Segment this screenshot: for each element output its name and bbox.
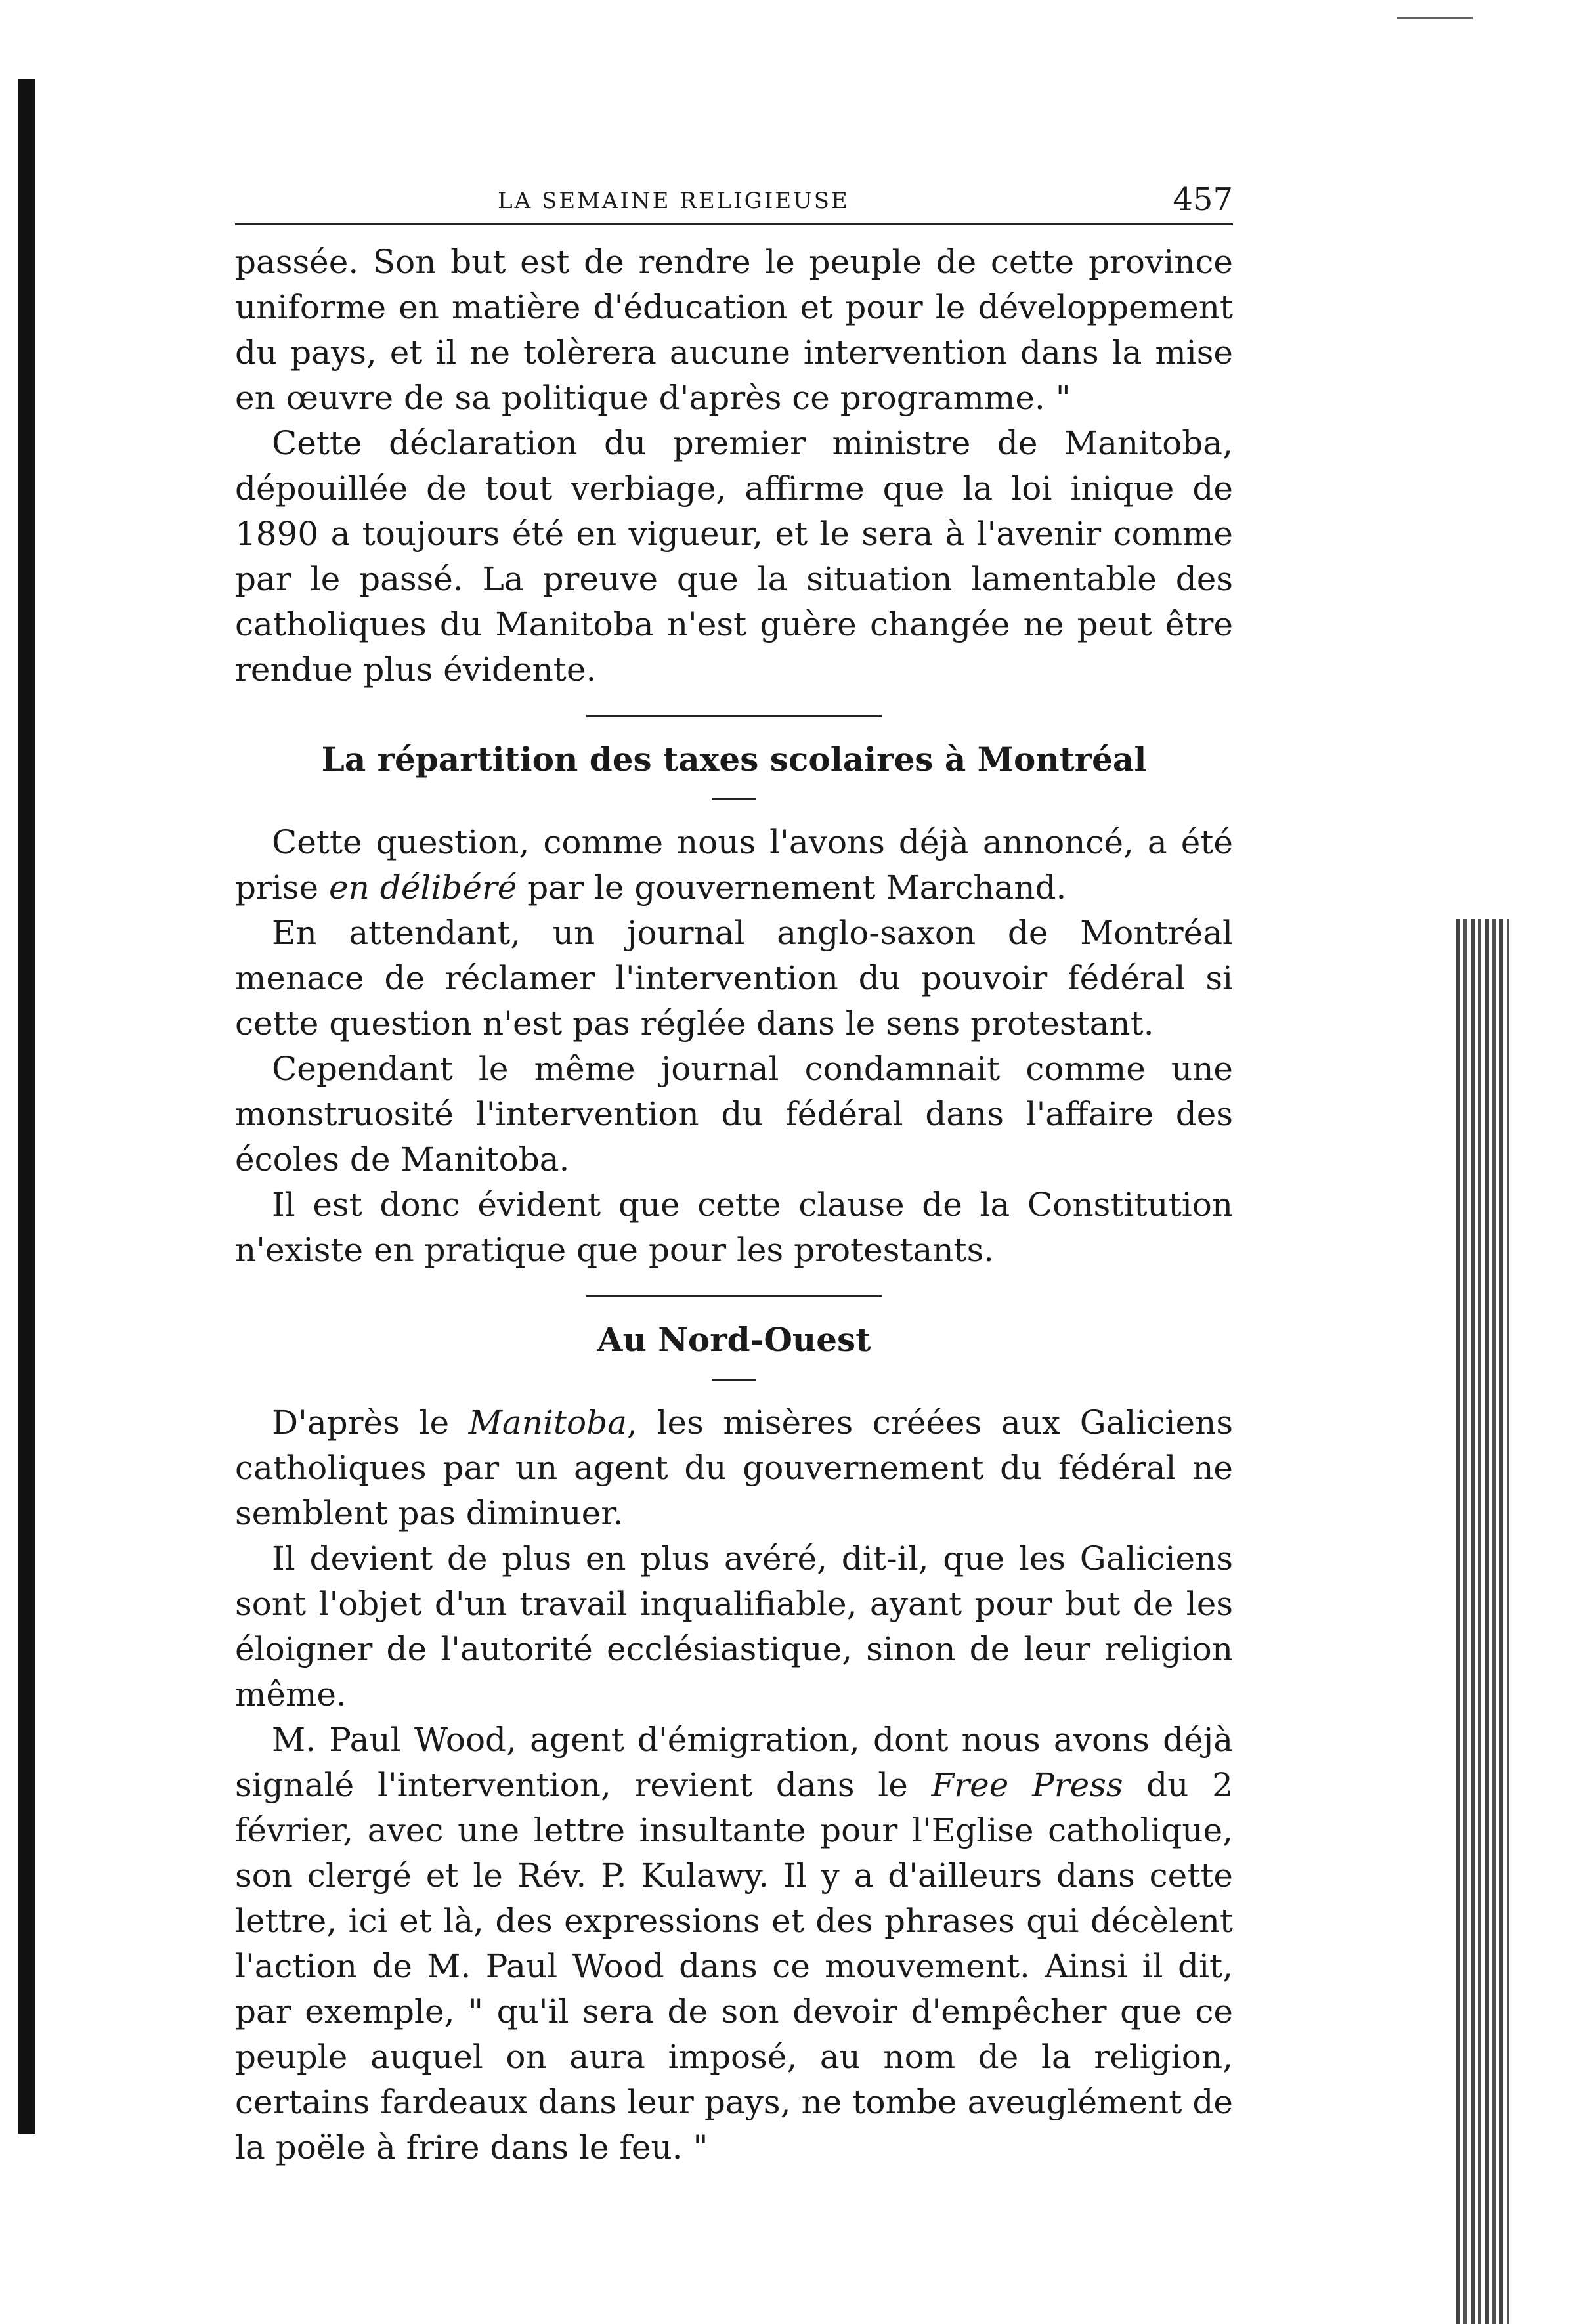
- text-run: D'après le: [272, 1404, 469, 1442]
- paragraph: Il devient de plus en plus avéré, dit-il, que les Galiciens sont l'objet d'un travail inqualifiable, ayant pour but de les éloigner de l'autorité ecclésiastique, sinon de leur religion même.: [235, 1539, 1233, 1713]
- scan-left-edge: [18, 79, 35, 2134]
- text-run: M. Paul Wood, agent d'émigration, dont nous avons déjà signalé l'intervention, revient dans le: [235, 1721, 1233, 1804]
- text-run: du 2 février, avec une lettre insultante pour l'Eglise catholique, son clergé et le Rév. P. Kulawy. Il y a d'ailleurs dans cette lettre, ici et là, des expressions et des phrases qui décèlent l'action de M. Paul Wood dans ce mouvement. Ainsi il dit, par exemple, " qu'il sera de son devoir d'empêcher que ce peuple auquel on aura imposé, au nom de la religion, certains fardeaux dans leur pays, ne tombe aveuglément de la poële à frire dans le feu. ": [235, 1766, 1233, 2166]
- heading-dash: [712, 798, 756, 800]
- section-rule: [586, 715, 882, 717]
- heading-dash: [712, 1379, 756, 1381]
- paragraph: Cette déclaration du premier ministre de Manitoba, dépouillée de tout verbiage, affirme que la loi inique de 1890 a toujours été en vigueur, et le sera à l'avenir comme par le passé. La preuve que la situation lamentable des catholiques du Manitoba n'est guère changée ne peut être rendue plus évidente.: [235, 424, 1233, 689]
- paragraph: Il est donc évident que cette clause de la Constitution n'existe en pratique que pour les protestants.: [235, 1186, 1233, 1269]
- text-run: , les misères créées aux Galiciens catholiques par un agent du gouvernement du fédéral ne semblent pas diminuer.: [235, 1404, 1233, 1532]
- paragraph: passée. Son but est de rendre le peuple de cette province uniforme en matière d'éducation et pour le développement du pays, et il ne tolèrera aucune intervention dans la mise en œuvre de sa politique d'après ce programme. ": [235, 243, 1233, 417]
- text-run: Cette question, comme nous l'avons déjà annoncé, a été prise: [235, 823, 1233, 907]
- scan-right-edge: [1456, 919, 1509, 2324]
- paragraph: Cependant le même journal condamnait comme une monstruosité l'intervention du fédéral dans l'affaire des écoles de Manitoba.: [235, 1050, 1233, 1178]
- italic-text: Free Press: [931, 1766, 1123, 1804]
- text-run: par le gouvernement Marchand.: [517, 869, 1067, 907]
- paragraph: [235, 1717, 1233, 2170]
- section-heading: La répartition des taxes scolaires à Montréal: [321, 740, 1147, 779]
- page: [235, 177, 1233, 2170]
- page-number: 457: [1173, 181, 1233, 218]
- scan-top-mark: [1397, 17, 1473, 19]
- paragraph: En attendant, un journal anglo-saxon de Montréal menace de réclamer l'intervention du pouvoir fédéral si cette question n'est pas réglée dans le sens protestant.: [235, 914, 1233, 1043]
- italic-text: Manitoba: [468, 1404, 627, 1442]
- section-rule: [586, 1295, 882, 1297]
- section-heading: Au Nord-Ouest: [597, 1320, 871, 1359]
- paragraph: [235, 1400, 1233, 1536]
- running-title: LA SEMAINE RELIGIEUSE: [498, 188, 850, 214]
- paragraph: [235, 820, 1233, 911]
- italic-text: en délibéré: [329, 869, 517, 907]
- running-head: [235, 177, 1233, 225]
